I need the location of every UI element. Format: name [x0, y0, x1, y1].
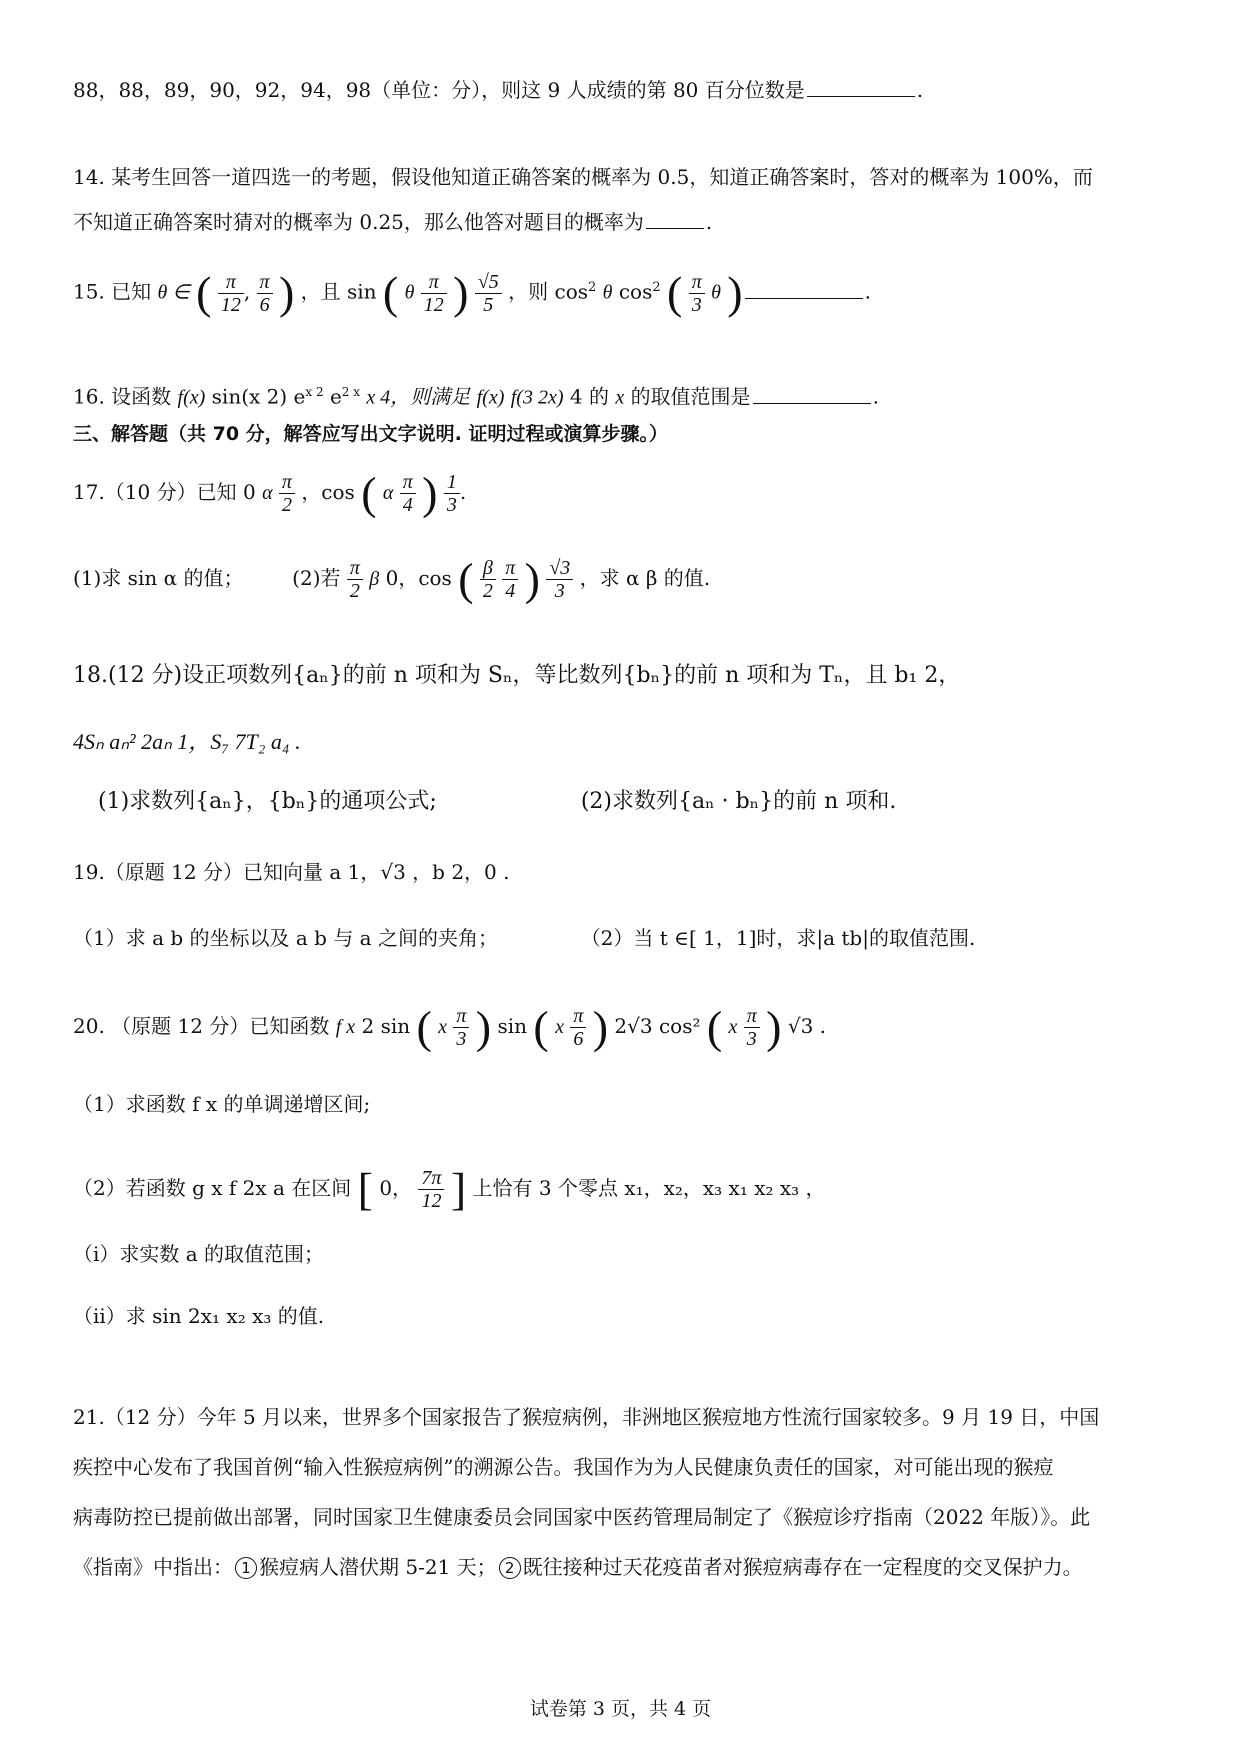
q14-end: .: [705, 210, 713, 234]
q16-fx: f(x): [177, 386, 206, 409]
frac: [279, 471, 295, 516]
frac-den: 6: [573, 1028, 584, 1050]
frac-den: 6: [259, 293, 270, 316]
q17-part2-tail: ，求 α β 的值.: [579, 566, 711, 590]
frac: [744, 1005, 760, 1050]
answer-blank: [745, 297, 863, 299]
frac-den: 2: [482, 580, 493, 602]
q20-x1: x: [438, 1016, 448, 1038]
frac: [689, 271, 705, 316]
frac-den: 3: [554, 580, 565, 602]
q15-theta2: θ: [602, 281, 613, 304]
q19-part2: （2）当 t ∈[ 1，1]时，求|a tb|的取值范围.: [580, 926, 976, 950]
frac-num: √3: [546, 557, 573, 580]
frac: [480, 557, 496, 602]
q15-end: .: [864, 279, 871, 304]
q20-x3: x: [728, 1016, 738, 1038]
frac: [502, 557, 518, 602]
q17-cos: ，cos: [301, 480, 355, 504]
q16-x4: x 4，则满足: [366, 386, 471, 409]
q18-line2: [73, 728, 301, 757]
q20-part2-prefix: （2）若函数 g x f 2x a 在区间: [73, 1176, 352, 1200]
q14-line1: [73, 163, 1093, 191]
paren-left: (: [667, 267, 683, 319]
frac-den: 12: [423, 293, 444, 316]
answer-blank: [646, 227, 704, 229]
paren-right: ): [475, 1001, 492, 1053]
q20-eq: 2 sin: [361, 1014, 411, 1038]
q18-line1: [73, 662, 960, 690]
q20-sub-i: （i）求实数 a 的取值范围；: [73, 1242, 325, 1266]
frac: [453, 1005, 469, 1050]
section-heading: 三、解答题（共 70 分，解答应写出文字说明. 证明过程或演算步骤。）: [73, 423, 669, 445]
answer-blank: [753, 402, 871, 404]
q17-beta: β: [369, 568, 380, 590]
q17-end: .: [459, 480, 467, 504]
q16-prefix: 16. 设函数: [73, 384, 172, 409]
q15-theta-in: θ ∈: [157, 281, 190, 304]
frac-num: π: [421, 271, 447, 294]
frac-num: π: [689, 271, 705, 294]
frac-den: 3: [446, 494, 457, 516]
circled-number: 1: [235, 1557, 257, 1579]
frac-den: 3: [746, 1028, 757, 1050]
bracket-right: ]: [450, 1163, 467, 1215]
q20-mid: 2√3 cos²: [614, 1014, 701, 1038]
q19-text1: 19.（原题 12 分）已知向量 a 1，√3 ，b 2，0 .: [73, 860, 510, 884]
q18-part1: (1)求数列{aₙ}，{bₙ}的通项公式;: [98, 789, 437, 814]
q17-parts: [73, 552, 710, 605]
q20-part1: （1）求函数 f x 的单调递增区间;: [73, 1092, 371, 1116]
q21-line1: 21.（12 分）今年 5 月以来，世界多个国家报告了猴痘病例，非洲地区猴痘地方性流行国家较多。9 月 19 日，中国: [73, 1405, 1100, 1429]
q21-line2: 疾控中心发布了我国首例“输入性猴痘病例”的溯源公告。我国作为为人民健康负责任的国家，对可能出现的猴痘: [73, 1455, 1054, 1479]
q20-zero: 0，: [379, 1176, 413, 1200]
q20-part2: [73, 1160, 826, 1216]
frac-num: π: [257, 271, 273, 294]
paren-right: ): [524, 553, 540, 605]
q14-text1: 14. 某考生回答一道四选一的考题，假设他知道正确答案的概率为 0.5，知道正确答案时，答对的概率为 100%，而: [73, 165, 1093, 189]
frac-den: 12: [421, 1190, 442, 1212]
q16-x: x: [615, 386, 625, 409]
frac: [347, 557, 363, 602]
frac-num: π: [570, 1005, 586, 1028]
paren-right: ): [592, 1001, 609, 1053]
q17-prefix: 17.（10 分）已知 0: [73, 480, 256, 504]
q15-then: ，则 cos: [508, 279, 589, 304]
frac: [400, 471, 416, 516]
q20-sub-ii: （ii）求 sin 2x₁ x₂ x₃ 的值.: [73, 1304, 325, 1328]
frac: [546, 557, 573, 602]
paren-left: (: [416, 1001, 432, 1053]
frac-num: √5: [475, 271, 502, 294]
q17-alpha: α: [262, 482, 273, 504]
q16-f3: f(3 2x): [510, 386, 564, 409]
q19-part1: （1）求 a b 的坐标以及 a b 与 a 之间的夹角；: [73, 926, 498, 950]
frac-den: 12: [220, 293, 241, 316]
frac-num: π: [279, 471, 295, 494]
q21-line4-c: 既往接种过天花疫苗者对猴痘病毒存在一定程度的交叉保护力。: [522, 1555, 1083, 1579]
q14-text2: 不知道正确答案时猜对的概率为 0.25，那么他答对题目的概率为: [73, 210, 644, 234]
paren-right: ): [453, 267, 469, 319]
frac: [475, 271, 502, 316]
frac-den: 2: [281, 494, 292, 516]
answer-blank: [807, 95, 915, 97]
paren-left: (: [361, 467, 377, 519]
page-footer: 试卷第 3 页，共 4 页: [529, 1698, 712, 1720]
paren-right: ): [727, 267, 743, 319]
frac-num: π: [502, 557, 518, 580]
q18-text1: 18.(12 分)设正项数列{aₙ}的前 n 项和为 Sₙ，等比数列{bₙ}的前 n 项和为 Tₙ，且 b₁: [73, 663, 925, 688]
q20-x2: x: [555, 1016, 564, 1038]
paren-left: (: [706, 1001, 723, 1053]
bracket-left: [: [357, 1163, 373, 1215]
q16-e2: e: [329, 384, 342, 409]
q16-tail: 的取值范围是: [630, 384, 751, 409]
frac-num: π: [400, 471, 416, 494]
frac-num: 7π: [418, 1167, 444, 1190]
q20-line1: [73, 998, 826, 1055]
q18-text1-end: 2，: [924, 663, 961, 688]
q18-text2: 4Sₙ aₙ² 2aₙ 1，S₇ 7T₂ a₄ .: [73, 729, 301, 754]
circled-number: 2: [499, 1557, 521, 1579]
q16-body: sin(x 2) e: [211, 384, 306, 409]
frac-num: β: [480, 557, 496, 580]
paren-left: (: [196, 267, 212, 319]
frac-num: 1: [444, 471, 460, 494]
q13-line: [73, 76, 923, 104]
q15-prefix: 15. 已知: [73, 279, 152, 304]
q15-line: 15. 已知 θ ∈ ( $\frac{\pi}{12}$ , $\frac{\pi}{6}$ ) ，且 sin ( θ $\frac{\pi}{12}$ ) $\frac{√5}{5}$ ，则 $\cos^2 \theta$ $\cos^2$ ( $\frac{\pi}{3}$ θ ) .: [73, 267, 871, 319]
q15-theta3: θ: [711, 281, 721, 304]
frac-den: 3: [691, 293, 702, 316]
q13-text: 88，88，89，90，92，94，98（单位：分），则这 9 人成绩的第 80 百分位数是: [73, 78, 805, 102]
q17-zero: 0，cos: [385, 566, 452, 590]
frac: [421, 271, 447, 316]
q18-part2: (2)求数列{aₙ · bₙ}的前 n 项和.: [580, 789, 897, 814]
q18-parts: [98, 788, 896, 816]
frac-den: 3: [456, 1028, 467, 1050]
q13-end: .: [916, 78, 924, 102]
frac-den: 5: [483, 293, 494, 316]
q21-line4-b: 猴痘病人潜伏期 5-21 天；: [259, 1555, 497, 1579]
q16-line: 16. 设函数 f(x) sin(x 2) $e^{x 2}$ $e^{2 x}$ x 4，则满足 f(x) f(3 2x) 4 的 x 的取值范围是 .: [73, 384, 879, 409]
frac-den: 4: [505, 580, 516, 602]
q20-f: f x: [335, 1016, 356, 1038]
frac: [570, 1005, 586, 1050]
q17-part1: (1)求 sin α 的值；: [73, 566, 244, 590]
frac-num: π: [347, 557, 363, 580]
frac: [418, 1167, 444, 1212]
q15-mid: ，且 sin: [300, 279, 377, 304]
frac: [218, 271, 244, 316]
paren-right: ): [278, 267, 295, 319]
frac: [257, 271, 273, 316]
frac-num: π: [453, 1005, 469, 1028]
q16-end: .: [872, 384, 879, 409]
frac-den: 2: [349, 580, 360, 602]
q16-four: 4 的: [569, 384, 609, 409]
q20-sin: sin: [497, 1014, 528, 1038]
frac-num: π: [218, 271, 244, 294]
frac-num: π: [744, 1005, 760, 1028]
paren-left: (: [382, 267, 399, 319]
q19-parts: [73, 924, 975, 952]
q20-tail: √3 .: [787, 1014, 827, 1038]
q15-theta: θ: [404, 281, 415, 304]
q21-line4: [73, 1553, 1083, 1581]
q20-prefix: 20. （原题 12 分）已知函数: [73, 1014, 330, 1038]
paren-left: (: [458, 553, 474, 605]
q14-line2: [73, 208, 712, 236]
paren-right: ): [766, 1001, 782, 1053]
frac-den: 4: [402, 494, 413, 516]
paren-right: ): [422, 467, 438, 519]
q21-line3: 病毒防控已提前做出部署，同时国家卫生健康委员会同国家中医药管理局制定了《猴痘诊疗指南（2022 年版）》。此: [73, 1505, 1091, 1529]
q15-cos2: cos: [618, 279, 653, 304]
q20-part2-tail: 上恰有 3 个零点 x₁，x₂，x₃ x₁ x₂ x₃ ，: [472, 1176, 826, 1200]
q17-part2-prefix: (2)若: [292, 566, 341, 590]
q17-alpha2: α: [382, 482, 394, 504]
paren-left: (: [533, 1001, 549, 1053]
q19-line1: [73, 858, 509, 886]
q21-line4-a: 《指南》中指出：: [73, 1555, 233, 1579]
frac: [444, 471, 460, 516]
q16-fx2: f(x): [476, 386, 505, 409]
q17-line: [73, 466, 466, 519]
